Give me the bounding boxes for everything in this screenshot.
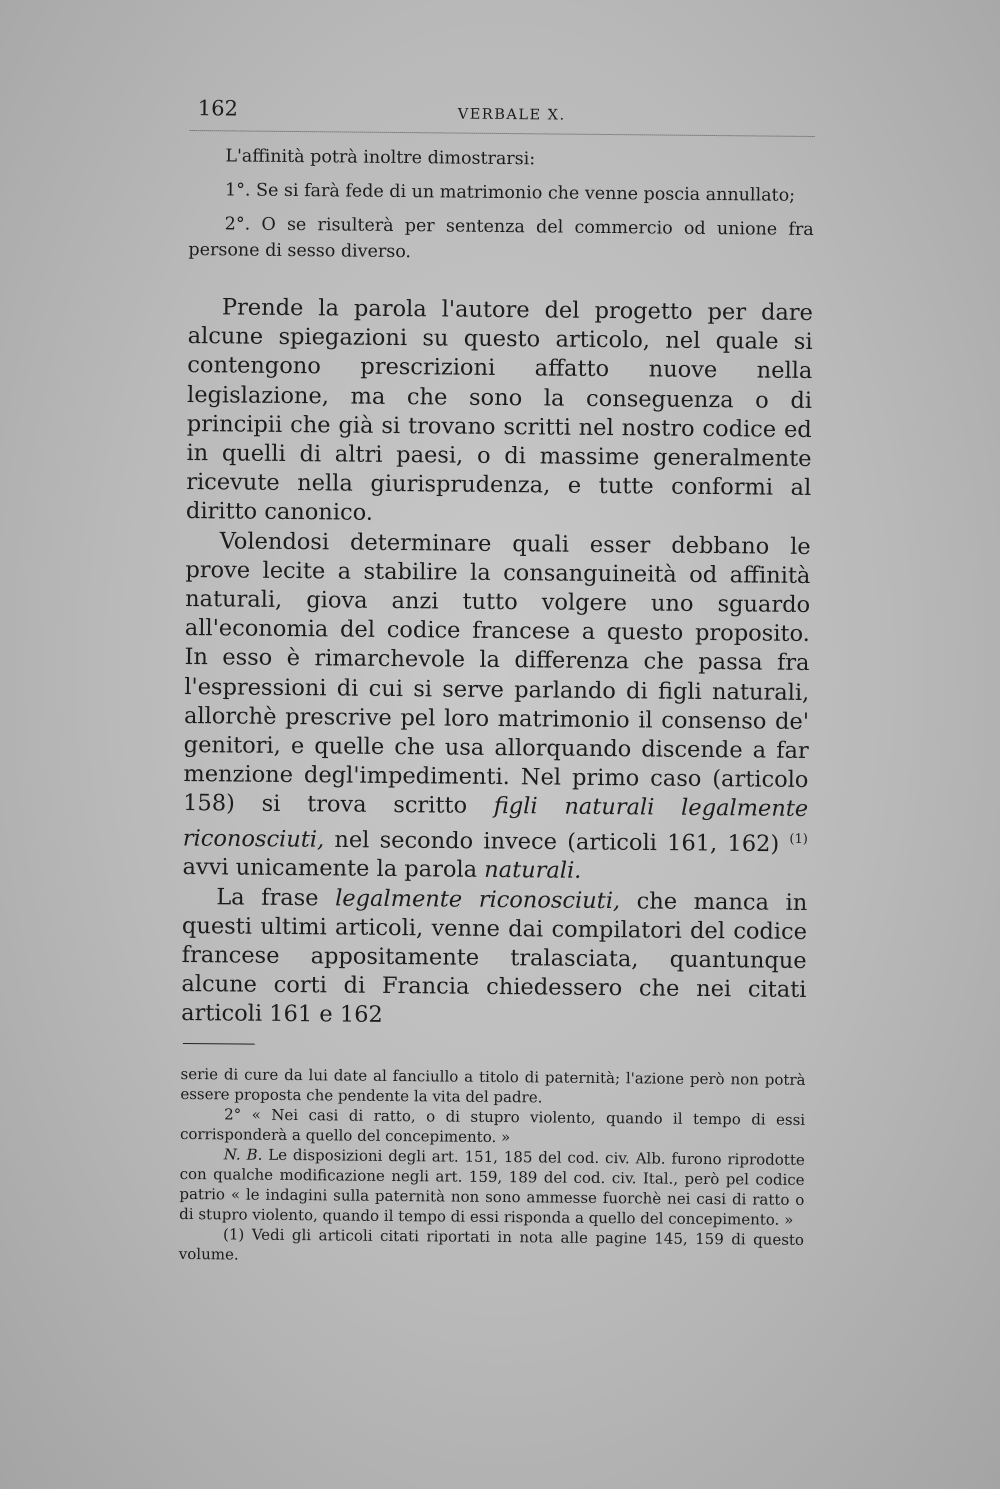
footnote-item-2: 2° « Nei casi di ratto, o di stupro violento, quando il tempo di essi corrisponderà a quello del concepimento. » <box>179 1104 806 1146</box>
footnote-1: (1) Vedi gli articoli citati riportati in nota alle pagine 145, 159 di questo volume. <box>178 1224 805 1264</box>
nota-bene-text: Le disposizioni degli art. 151, 185 del cod. civ. Alb. furono riprodotte con qualche modificazione negli art. 159, 189 del cod. civ. Ital., però pel codice patrio « le indagini sulla paternità non sono ammesse fuorchè nei casi di ratto o di stupro violento, quando il tempo di essi risponda a quello del concepimento. » <box>179 1145 805 1229</box>
paragraph-french-code <box>182 527 810 889</box>
page-text-block <box>179 92 815 1270</box>
footnote-nota-bene <box>179 1144 805 1230</box>
paragraph-text: Volendosi determinare quali esser debbano le prove lecite a stabilire la consanguineità od affinità naturali, giova anzi tutto volgere uno sguardo all'economia del codice francese a questo proposito. In esso è rimarchevole la differenza che passa fra l'espressioni di cui si serve parlando di figli naturali, allorchè prescrive pel loro matrimonio il consenso de' genitori, e quelle che usa allorquando discende a far menzione degl'impedimenti. Nel primo caso (articolo 158) si trova scritto <box>183 527 811 820</box>
footnote-reference: (1) <box>789 831 808 847</box>
paragraph-text: La frase <box>216 883 319 911</box>
nota-bene-label: N. B. <box>223 1144 263 1164</box>
page-header <box>190 92 815 137</box>
running-head: VERBALE X. <box>457 106 566 124</box>
paragraph-text: che manca in questi ultimi articoli, venne dai compilatori del codice francese appositamente tralasciata, quantunque alcune corti di Francia chiedessero che nei citati articoli 161 e 162 <box>181 887 808 1029</box>
affinity-item-2: 2°. O se risulterà per sentenza del commercio od unione fra persone di sesso diverso. <box>188 214 814 263</box>
affinity-item-1: 1°. Se si farà fede di un matrimonio che venne poscia annullato; <box>224 180 796 206</box>
italic-phrase: naturali. <box>484 857 582 885</box>
italic-phrase: figli naturali legalmente riconosciuti, <box>182 793 809 853</box>
footnote-continuation: serie di cure da lui date al fanciullo a titolo di paternità; l'azione però non potrà essere proposta che pendente la vita del padre. <box>180 1064 806 1107</box>
italic-phrase: legalmente riconosciuti, <box>335 884 621 914</box>
footnote-divider <box>183 1043 255 1045</box>
paragraph-author-explanation: Prende la parola l'autore del progetto per dare alcune spiegazioni su questo articolo, nel quale si contengono prescrizioni affatto nuove nella legislazione, ma che sono la conseguenza o di principii che già si trovano scritti nel nostro codice ed in quelli di altri paesi, o di massime generalmente ricevute nella giurisprudenza, e tutte conformi al diritto canonico. <box>185 294 814 527</box>
paragraph-text: nel secondo invece (articoli 161, 162) <box>334 826 780 857</box>
paragraph-text: avvi unicamente la parola <box>182 854 478 884</box>
affinity-lead: L'affinità potrà inoltre dimostrarsi: <box>225 146 536 170</box>
paragraph-phrase-omitted <box>181 883 807 1035</box>
page-number: 162 <box>197 96 239 121</box>
